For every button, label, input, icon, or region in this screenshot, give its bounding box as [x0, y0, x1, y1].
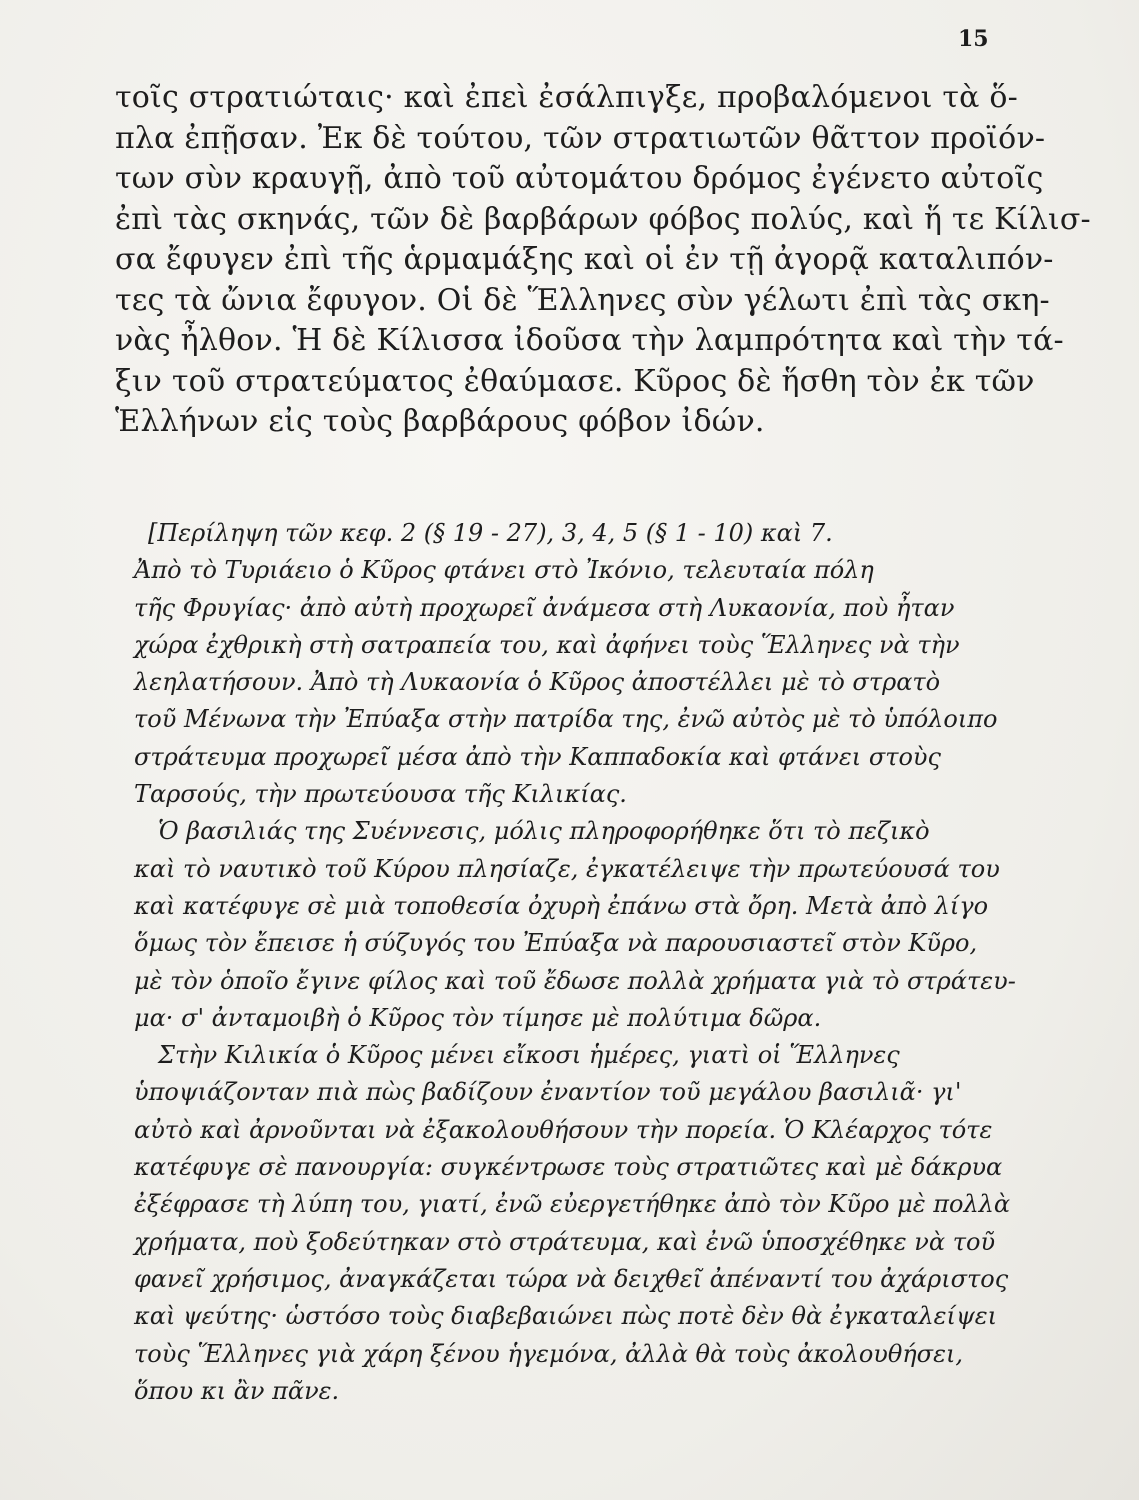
summary-line: Στὴν Κιλικία ὁ Κῦρος μένει εἴκοσι ἡμέρες, γιατὶ οἱ Ἕλληνες: [158, 1041, 900, 1070]
summary-line: καὶ τὸ ναυτικὸ τοῦ Κύρου πλησίαζε, ἐγκατέλειψε τὴν πρωτεύουσά του: [134, 854, 1000, 883]
summary-line: χρήματα, ποὺ ξοδεύτηκαν στὸ στράτευμα, καὶ ἐνῶ ὑποσχέθηκε νὰ τοῦ: [134, 1227, 996, 1256]
summary-line: φανεῖ χρήσιμος, ἀναγκάζεται τώρα νὰ δειχθεῖ ἀπέναντί του ἀχάριστος: [134, 1264, 1009, 1293]
summary-line: στράτευμα προχωρεῖ μέσα ἀπὸ τὴν Καππαδοκία καὶ φτάνει στοὺς: [134, 742, 941, 771]
summary-line: καὶ ψεύτης· ὡστόσο τοὺς διαβεβαιώνει πὼς ποτὲ δὲν θὰ ἐγκαταλείψει: [134, 1302, 998, 1331]
summary-line: κατέφυγε σὲ πανουργία: συγκέντρωσε τοὺς στρατιῶτες καὶ μὲ δάκρυα: [134, 1153, 1003, 1182]
summary-line: ὅπου κι ἂν πᾶνε.: [134, 1376, 340, 1405]
summary-line: λεηλατήσουν. Ἀπὸ τὴ Λυκαονία ὁ Κῦρος ἀποστέλλει μὲ τὸ στρατὸ: [134, 668, 941, 697]
summary-line: ὑποψιάζονταν πιὰ πὼς βαδίζουν ἐναντίον τοῦ μεγάλου βασιλιᾶ· γι': [134, 1078, 962, 1107]
summary-line: τοῦ Μένωνα τὴν Ἐπύαξα στὴν πατρίδα της, ἐνῶ αὐτὸς μὲ τὸ ὑπόλοιπο: [134, 705, 998, 734]
text-line: των σὺν κραυγῇ, ἀπὸ τοῦ αὐτομάτου δρόμος ἐγένετο αὐτοῖς: [115, 161, 1044, 196]
summary-passage: [134, 515, 1034, 1410]
summary-line: Ταρσούς, τὴν πρωτεύουσα τῆς Κιλικίας.: [134, 780, 627, 809]
summary-line: τῆς Φρυγίας· ἀπὸ αὐτὴ προχωρεῖ ἀνάμεσα στὴ Λυκαονία, ποὺ ἦταν: [134, 593, 955, 622]
text-line: νὰς ἦλθον. Ἡ δὲ Κίλισσα ἰδοῦσα τὴν λαμπρότητα καὶ τὴν τά-: [115, 323, 1064, 358]
summary-line: Ἀπὸ τὸ Τυριάειο ὁ Κῦρος φτάνει στὸ Ἰκόνιο, τελευταία πόλη: [134, 556, 874, 585]
text-line: ἐπὶ τὰς σκηνάς, τῶν δὲ βαρβάρων φόβος πολύς, καὶ ἥ τε Κίλισ-: [115, 201, 1091, 237]
text-line: πλα ἐπῇσαν. Ἐκ δὲ τούτου, τῶν στρατιωτῶν θᾶττον προϊόν-: [115, 120, 1046, 156]
summary-line: αὐτὸ καὶ ἀρνοῦνται νὰ ἐξακολουθήσουν τὴν πορεία. Ὁ Κλέαρχος τότε: [134, 1115, 993, 1144]
summary-heading: [Περίληψη τῶν κεφ. 2 (§ 19 - 27), 3, 4, 5 (§ 1 - 10) καὶ 7.: [148, 519, 833, 547]
summary-line: ἐξέφρασε τὴ λύπη του, γιατί, ἐνῶ εὐεργετήθηκε ἀπὸ τὸν Κῦρο μὲ πολλὰ: [134, 1190, 1011, 1219]
summary-line: καὶ κατέφυγε σὲ μιὰ τοποθεσία ὀχυρὴ ἐπάνω στὰ ὄρη. Μετὰ ἀπὸ λίγο: [134, 891, 989, 920]
text-line: τοῖς στρατιώταις· καὶ ἐπεὶ ἐσάλπιγξε, προβαλόμενοι τὰ ὅ-: [115, 80, 1018, 115]
text-line: ξιν τοῦ στρατεύματος ἐθαύμασε. Κῦρος δὲ ἥσθη τὸν ἐκ τῶν: [115, 363, 1035, 399]
ancient-greek-passage: [115, 78, 1091, 443]
text-line: σα ἔφυγεν ἐπὶ τῆς ἁρμαμάξης καὶ οἱ ἐν τῇ ἀγορᾷ καταλιπόν-: [115, 242, 1054, 277]
summary-line: τοὺς Ἕλληνες γιὰ χάρη ξένου ἡγεμόνα, ἀλλὰ θὰ τοὺς ἀκολουθήσει,: [134, 1339, 963, 1368]
text-line: τες τὰ ὤνια ἔφυγον. Οἱ δὲ Ἕλληνες σὺν γέλωτι ἐπὶ τὰς σκη-: [115, 282, 1050, 318]
summary-line: ὅμως τὸν ἔπεισε ἡ σύζυγός του Ἐπύαξα νὰ παρουσιαστεῖ στὸν Κῦρο,: [134, 929, 978, 958]
summary-line: μὲ τὸν ὁποῖο ἔγινε φίλος καὶ τοῦ ἔδωσε πολλὰ χρήματα γιὰ τὸ στράτευ-: [134, 966, 1016, 995]
summary-line: χώρα ἐχθρικὴ στὴ σατραπεία του, καὶ ἀφήνει τοὺς Ἕλληνες νὰ τὴν: [134, 630, 960, 659]
page-number: 15: [958, 26, 989, 52]
summary-line: Ὁ βασιλιάς της Συέννεσις, μόλις πληροφορήθηκε ὅτι τὸ πεζικὸ: [158, 817, 930, 846]
summary-line: μα· σ' ἀνταμοιβὴ ὁ Κῦρος τὸν τίμησε μὲ πολύτιμα δῶρα.: [134, 1003, 822, 1032]
text-line: Ἑλλήνων εἰς τοὺς βαρβάρους φόβον ἰδών.: [115, 404, 765, 439]
